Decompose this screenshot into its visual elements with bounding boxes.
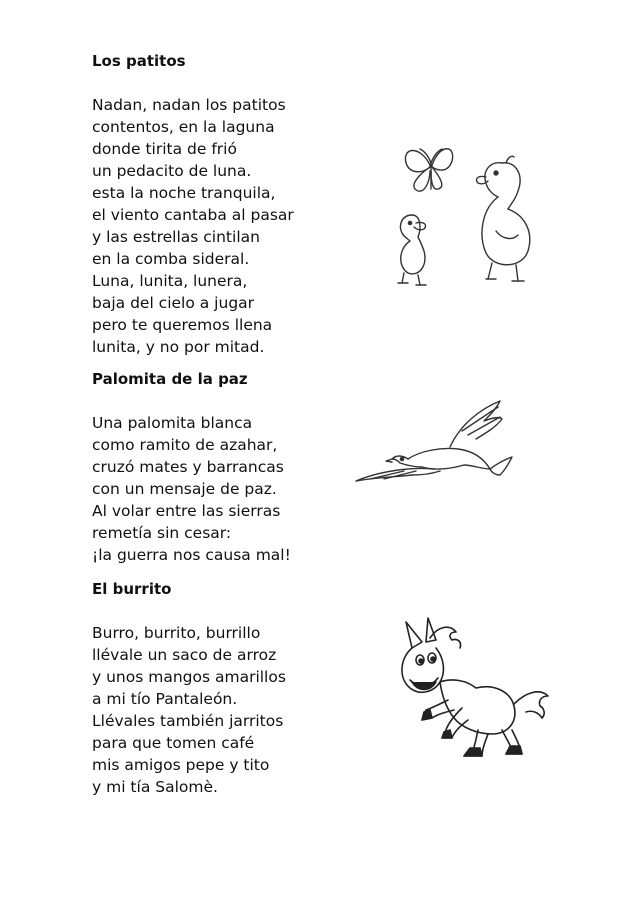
poem-line: el viento cantaba al pasar xyxy=(92,206,294,224)
poem-line: cruzó mates y barrancas xyxy=(92,458,284,476)
donkey-icon xyxy=(392,608,552,768)
poem-line: mis amigos pepe y tito xyxy=(92,756,270,774)
poem-line: pero te queremos llena xyxy=(92,316,273,334)
poem-line: a mi tío Pantaleón. xyxy=(92,690,238,708)
dove-illustration xyxy=(350,395,520,485)
big-duckling-icon xyxy=(476,156,529,281)
poem-line: baja del cielo a jugar xyxy=(92,294,255,312)
poem-line: y las estrellas cintilan xyxy=(92,228,260,246)
butterfly-icon xyxy=(405,149,452,191)
dove-icon xyxy=(350,395,520,485)
poem-line: y unos mangos amarillos xyxy=(92,668,286,686)
poem-line: un pedacito de luna. xyxy=(92,162,252,180)
poem-line: ¡la guerra nos causa mal! xyxy=(92,546,291,564)
poem-lines xyxy=(92,622,332,798)
poem-line: con un mensaje de paz. xyxy=(92,480,277,498)
poem-lines xyxy=(92,412,332,566)
small-duckling-icon xyxy=(398,215,426,285)
poem-line: y mi tía Salomè. xyxy=(92,778,218,796)
poem-line: Una palomita blanca xyxy=(92,414,253,432)
poem-title: Palomita de la paz xyxy=(92,370,248,388)
poem-los-patitos xyxy=(92,50,332,358)
poem-line: lunita, y no por mitad. xyxy=(92,338,265,356)
donkey-illustration xyxy=(392,608,552,768)
poem-el-burrito xyxy=(92,578,332,798)
poem-line: remetía sin cesar: xyxy=(92,524,232,542)
poem-line: Llévales también jarritos xyxy=(92,712,284,730)
poem-line: donde tirita de frió xyxy=(92,140,237,158)
poem-line: Luna, lunita, lunera, xyxy=(92,272,248,290)
poem-line: Burro, burrito, burrillo xyxy=(92,624,261,642)
poem-lines xyxy=(92,94,332,358)
poem-line: llévale un saco de arroz xyxy=(92,646,277,664)
poem-line: para que tomen café xyxy=(92,734,255,752)
poem-line: como ramito de azahar, xyxy=(92,436,278,454)
poem-palomita-de-la-paz xyxy=(92,368,332,566)
poem-title: Los patitos xyxy=(92,52,186,70)
poem-line: Al volar entre las sierras xyxy=(92,502,281,520)
poem-line: esta la noche tranquila, xyxy=(92,184,276,202)
poem-line: contentos, en la laguna xyxy=(92,118,275,136)
poem-title: El burrito xyxy=(92,580,172,598)
ducklings-and-butterfly-illustration xyxy=(390,135,540,295)
poem-line: en la comba sideral. xyxy=(92,250,250,268)
poem-line: Nadan, nadan los patitos xyxy=(92,96,286,114)
